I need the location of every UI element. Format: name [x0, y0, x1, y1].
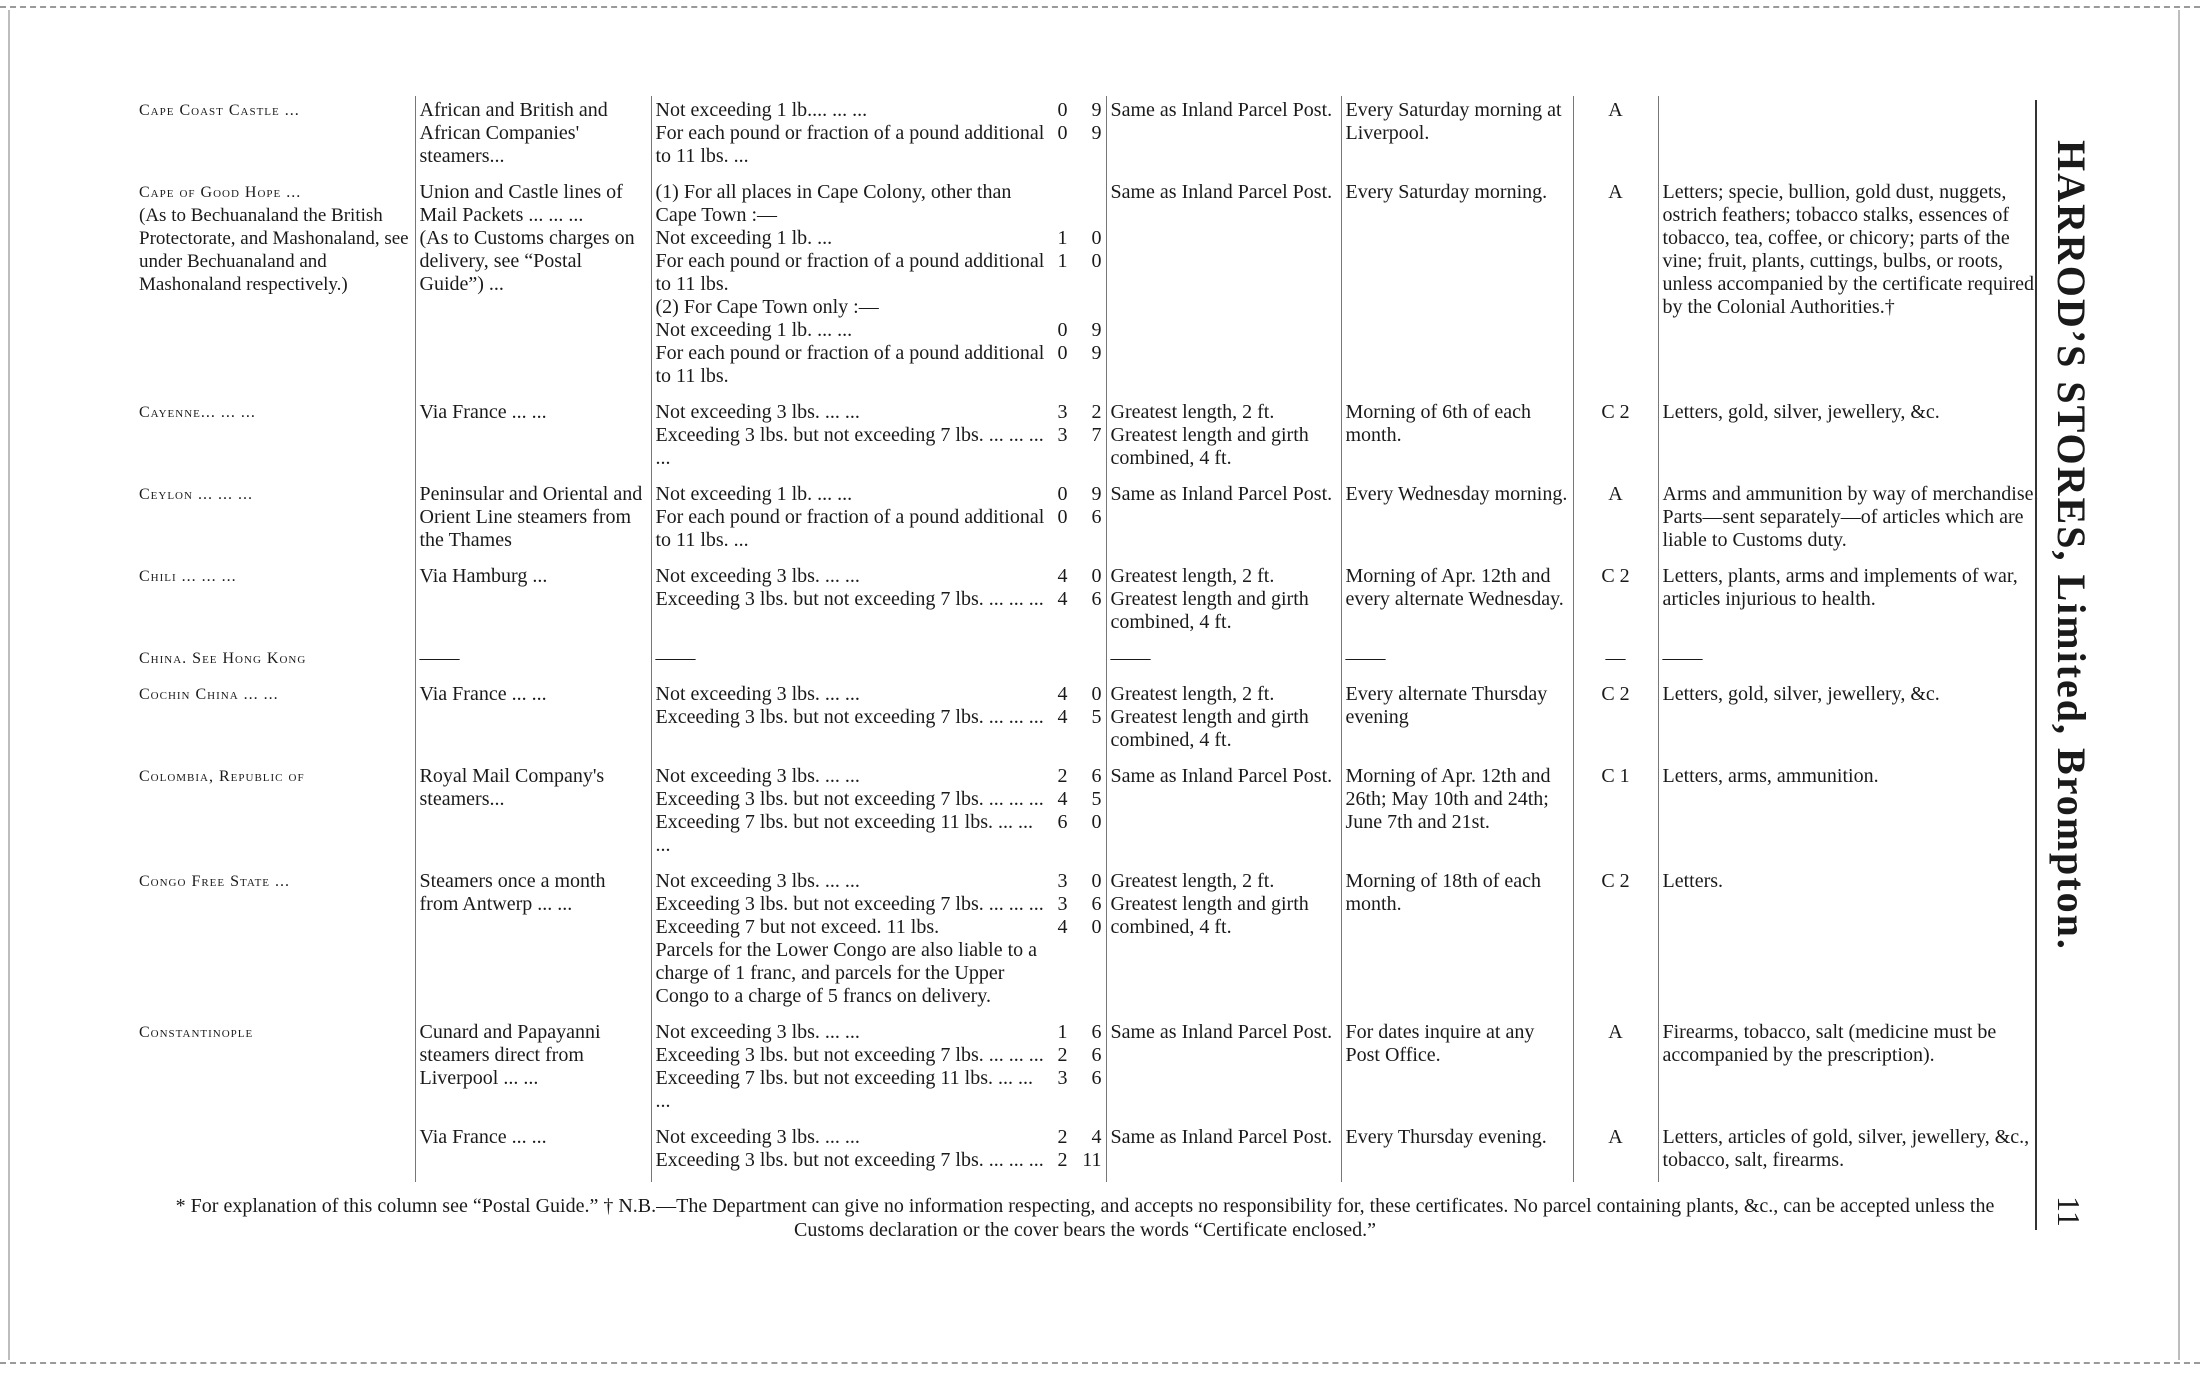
side-title: HARROD’S STORES, Limited, Brompton. — [2049, 140, 2094, 951]
rate-pence: 6 — [1091, 765, 1102, 787]
rate-shillings: 1 — [1057, 227, 1068, 249]
rate-pence: 9 — [1091, 483, 1102, 505]
route-cell — [415, 1018, 651, 1123]
reference-cell: — — [1573, 644, 1658, 680]
rate-description: —— — [655, 647, 696, 669]
rate-line — [656, 1021, 1102, 1044]
limits-cell: Same as Inland Parcel Post. — [1106, 1018, 1341, 1123]
route-text: Peninsular and Oriental and Orient Line steamers from the Thames — [419, 483, 643, 551]
prohibited-cell — [1658, 96, 2045, 178]
prohibited-cell: Letters, plants, arms and implements of war, articles injurious to health. — [1662, 565, 2018, 610]
limits-cell: Same as Inland Parcel Post. — [1106, 178, 1341, 398]
route-note: (As to Customs charges on delivery, see “Postal Guide”) ... — [419, 227, 635, 295]
rate-shillings: 4 — [1057, 788, 1068, 810]
rate-line — [656, 1126, 1102, 1149]
despatch-cell: Every Wednesday morning. — [1341, 480, 1573, 562]
limits-cell: Greatest length, 2 ft. Greatest length and girth combined, 4 ft. — [1106, 867, 1341, 1018]
rate-shillings: 0 — [1057, 122, 1068, 144]
rate-description: Exceeding 7 lbs. but not exceeding 11 lbs. ... ... ... — [655, 811, 1034, 856]
rate-line — [656, 916, 1102, 939]
place-cell — [135, 562, 415, 644]
rates-cell — [651, 1123, 1106, 1182]
rate-pence: 9 — [1091, 99, 1102, 121]
rate-line — [656, 424, 1102, 470]
limits-cell: Same as Inland Parcel Post. — [1106, 96, 1341, 178]
rate-shillings: 2 — [1057, 1149, 1068, 1171]
reference-cell: C 2 — [1573, 562, 1658, 644]
rate-description: Exceeding 3 lbs. but not exceeding 7 lbs. ... ... ... — [655, 706, 1044, 728]
route-text: Steamers once a month from Antwerp ... ... — [419, 870, 606, 915]
rate-shillings: 0 — [1057, 99, 1068, 121]
rate-description: Not exceeding 1 lb.... ... ... — [655, 99, 868, 121]
prohibited-cell: Letters, gold, silver, jewellery, &c. — [1662, 401, 1940, 423]
place-cell — [135, 867, 415, 1018]
route-text: —— — [419, 647, 460, 669]
rate-pence: 9 — [1091, 342, 1102, 364]
rate-shillings: 4 — [1057, 706, 1068, 728]
rate-pence: 6 — [1091, 1021, 1102, 1043]
despatch-cell: Morning of 6th of each month. — [1341, 398, 1573, 480]
despatch-cell: Every Saturday morning at Liverpool. — [1341, 96, 1573, 178]
rate-shillings: 0 — [1057, 319, 1068, 341]
rate-description: Not exceeding 1 lb. ... — [655, 227, 833, 249]
rate-line — [656, 706, 1102, 729]
reference-cell: C 1 — [1573, 762, 1658, 867]
prohibited-cell: Letters; specie, bullion, gold dust, nuggets, ostrich feathers; tobacco stalks, essences of tobacco, tea, coffee, or chicory; parts of the vine; fruit, plants, cuttings, bulbs, or roots, unless accompanied by the certificate required by the Colonial Authorities.† — [1662, 181, 2034, 318]
route-text: Cunard and Papayanni steamers direct from Liverpool ... ... — [419, 1021, 601, 1089]
rate-description: Exceeding 3 lbs. but not exceeding 7 lbs. ... ... ... ... — [655, 424, 1044, 469]
rate-pence: 0 — [1091, 565, 1102, 587]
prohibited-cell: Arms and ammunition by way of merchandise. Parts—sent separately—of articles which are liable to Customs duty. — [1662, 483, 2039, 551]
rate-pence: 6 — [1091, 1044, 1102, 1066]
rate-shillings: 2 — [1057, 1126, 1068, 1148]
rate-description: Not exceeding 1 lb. ... ... — [655, 319, 853, 341]
despatch-cell: —— — [1341, 644, 1573, 680]
rate-line — [656, 565, 1102, 588]
table-row — [135, 178, 2045, 398]
rate-line — [656, 811, 1102, 857]
footnote: * For explanation of this column see “Postal Guide.” † N.B.—The Department can give no information respecting, and accepts no responsibility for, these certificates. No parcel containing plants, &c., can be accepted unless the Customs declaration or the cover bears the words “Certificate enclosed.” — [175, 1195, 1995, 1241]
rate-description: Not exceeding 1 lb. ... ... — [655, 483, 853, 505]
rate-shillings: 0 — [1057, 506, 1068, 528]
rate-shillings: 0 — [1057, 342, 1068, 364]
rate-shillings: 4 — [1057, 916, 1068, 938]
rate-line — [656, 588, 1102, 611]
prohibited-cell: Letters, articles of gold, silver, jewellery, &c., tobacco, salt, firearms. — [1662, 1126, 2030, 1171]
rates-cell — [651, 1018, 1106, 1123]
rate-description: Exceeding 3 lbs. but not exceeding 7 lbs. ... ... ... — [655, 1044, 1044, 1066]
rate-pence: 2 — [1091, 401, 1102, 423]
rate-pence: 4 — [1091, 1126, 1102, 1148]
limits-cell: Same as Inland Parcel Post. — [1106, 762, 1341, 867]
rates-cell — [651, 480, 1106, 562]
place-name: Congo Free State ... — [139, 873, 291, 890]
despatch-cell: Morning of 18th of each month. — [1341, 867, 1573, 1018]
rate-description: Exceeding 3 lbs. but not exceeding 7 lbs. ... ... ... — [655, 1149, 1044, 1171]
reference-cell: A — [1573, 96, 1658, 178]
reference-cell: A — [1573, 1123, 1658, 1182]
rate-line — [656, 647, 1102, 670]
rate-pence: 6 — [1091, 588, 1102, 610]
route-text: Via France ... ... — [419, 1126, 547, 1148]
table-row — [135, 680, 2045, 762]
page-top-rule — [0, 6, 2200, 8]
rate-pence: 6 — [1091, 506, 1102, 528]
route-text: African and British and African Companies' steamers... — [419, 99, 608, 167]
prohibited-cell: Letters. — [1662, 870, 1724, 892]
rate-line — [656, 506, 1102, 552]
rate-shillings: 4 — [1057, 565, 1068, 587]
rate-shillings — [1046, 939, 1068, 1008]
rate-pence: 5 — [1091, 706, 1102, 728]
place-cell — [135, 1018, 415, 1123]
rate-shillings: 6 — [1057, 811, 1068, 833]
rate-shillings: 2 — [1057, 1044, 1068, 1066]
rate-line — [656, 788, 1102, 811]
rate-shillings — [1046, 647, 1068, 670]
limits-cell: Greatest length, 2 ft. Greatest length and girth combined, 4 ft. — [1106, 680, 1341, 762]
rate-line — [656, 99, 1102, 122]
rate-pence: 6 — [1091, 893, 1102, 915]
rate-description: Not exceeding 3 lbs. ... ... — [655, 565, 860, 587]
route-cell — [415, 96, 651, 178]
rate-description: For each pound or fraction of a pound additional to 11 lbs. — [655, 342, 1045, 387]
rate-line — [656, 1149, 1102, 1172]
rate-description: Not exceeding 3 lbs. ... ... — [655, 765, 860, 787]
place-cell — [135, 96, 415, 178]
page-left-edge — [8, 10, 10, 1360]
rate-shillings: 4 — [1057, 588, 1068, 610]
prohibited-cell: Letters, arms, ammunition. — [1662, 765, 1879, 787]
rate-pence: 5 — [1091, 788, 1102, 810]
rate-shillings: 3 — [1057, 870, 1068, 892]
rate-pence: 6 — [1091, 1067, 1102, 1089]
rate-line — [656, 342, 1102, 388]
rate-shillings: 0 — [1057, 483, 1068, 505]
place-name: Cochin China ... ... — [139, 686, 279, 703]
rate-line — [656, 939, 1102, 1008]
rate-description: Not exceeding 3 lbs. ... ... — [655, 401, 860, 423]
place-cell — [135, 1123, 415, 1182]
rates-cell — [651, 644, 1106, 680]
rate-pence: 11 — [1082, 1149, 1102, 1171]
rate-line — [656, 870, 1102, 893]
route-text: Via France ... ... — [419, 401, 547, 423]
place-note: (As to Bechuanaland the British Protectorate, and Mashonaland, see under Bechuanaland and Mashonaland respectively.) — [139, 205, 409, 295]
reference-cell: A — [1573, 480, 1658, 562]
rate-description: For each pound or fraction of a pound additional to 11 lbs. — [655, 250, 1045, 295]
table-row — [135, 562, 2045, 644]
reference-cell: C 2 — [1573, 867, 1658, 1018]
prohibited-cell: Firearms, tobacco, salt (medicine must be accompanied by the prescription). — [1662, 1021, 1997, 1066]
place-name: Cape of Good Hope ... — [139, 184, 302, 201]
rate-shillings: 2 — [1057, 765, 1068, 787]
rates-cell — [651, 867, 1106, 1018]
rate-description: (2) For Cape Town only :— — [655, 296, 879, 318]
route-text: Union and Castle lines of Mail Packets ... ... ... — [419, 181, 623, 226]
place-name: Colombia, Republic of — [139, 768, 305, 785]
rate-description: Exceeding 3 lbs. but not exceeding 7 lbs. ... ... ... — [655, 788, 1044, 810]
rate-line — [656, 296, 1102, 319]
rate-line — [656, 227, 1102, 250]
rate-line — [656, 1044, 1102, 1067]
route-cell — [415, 867, 651, 1018]
rate-pence: 9 — [1091, 122, 1102, 144]
rate-description: (1) For all places in Cape Colony, other than Cape Town :— — [655, 181, 1012, 226]
rate-pence: 0 — [1091, 870, 1102, 892]
rate-pence: 0 — [1091, 250, 1102, 272]
page-right-edge — [2178, 10, 2180, 1360]
rate-description: For each pound or fraction of a pound additional to 11 lbs. ... — [655, 506, 1045, 551]
route-cell — [415, 398, 651, 480]
rate-shillings: 3 — [1057, 1067, 1068, 1089]
rates-cell — [651, 762, 1106, 867]
route-cell — [415, 178, 651, 398]
despatch-cell: Every Thursday evening. — [1341, 1123, 1573, 1182]
limits-cell: Greatest length, 2 ft. Greatest length and girth combined, 4 ft. — [1106, 398, 1341, 480]
limits-cell: Same as Inland Parcel Post. — [1106, 480, 1341, 562]
rate-description: For each pound or fraction of a pound additional to 11 lbs. ... — [655, 122, 1045, 167]
rate-pence: 0 — [1091, 227, 1102, 249]
route-cell — [415, 562, 651, 644]
table-row — [135, 398, 2045, 480]
place-name: China. See Hong Kong — [139, 650, 307, 667]
rate-line — [656, 483, 1102, 506]
table-row — [135, 867, 2045, 1018]
rate-shillings: 3 — [1057, 893, 1068, 915]
place-name: Ceylon ... ... ... — [139, 486, 253, 503]
parcel-post-rates-table — [135, 96, 2045, 1182]
rate-description: Not exceeding 3 lbs. ... ... — [655, 1126, 860, 1148]
rate-line — [656, 1067, 1102, 1113]
rate-shillings: 1 — [1057, 250, 1068, 272]
rate-pence — [1068, 939, 1102, 1008]
rate-line — [656, 181, 1102, 227]
rate-shillings: 1 — [1057, 1021, 1068, 1043]
rates-cell — [651, 562, 1106, 644]
table-row — [135, 96, 2045, 178]
limits-cell: Same as Inland Parcel Post. — [1106, 1123, 1341, 1182]
rates-cell — [651, 398, 1106, 480]
place-name: Chili ... ... ... — [139, 568, 237, 585]
despatch-cell: Every Saturday morning. — [1341, 178, 1573, 398]
place-cell — [135, 178, 415, 398]
limits-cell: Greatest length, 2 ft. Greatest length and girth combined, 4 ft. — [1106, 562, 1341, 644]
rate-pence — [1068, 296, 1102, 319]
route-text: Royal Mail Company's steamers... — [419, 765, 605, 810]
table-row — [135, 1018, 2045, 1123]
place-cell — [135, 762, 415, 867]
route-cell — [415, 762, 651, 867]
despatch-cell: For dates inquire at any Post Office. — [1341, 1018, 1573, 1123]
rate-line — [656, 893, 1102, 916]
rate-shillings: 3 — [1057, 401, 1068, 423]
rate-pence: 0 — [1091, 916, 1102, 938]
place-name: Cape Coast Castle ... — [139, 102, 300, 119]
rates-cell — [651, 178, 1106, 398]
place-cell — [135, 398, 415, 480]
page-number: 11 — [2051, 1196, 2087, 1227]
route-text: Via Hamburg ... — [419, 565, 548, 587]
route-cell — [415, 644, 651, 680]
rates-cell — [651, 96, 1106, 178]
reference-cell: A — [1573, 1018, 1658, 1123]
rate-description: Not exceeding 3 lbs. ... ... — [655, 683, 860, 705]
table-row — [135, 480, 2045, 562]
rate-description: Exceeding 3 lbs. but not exceeding 7 lbs. ... ... ... — [655, 893, 1044, 915]
place-cell — [135, 480, 415, 562]
place-name: Cayenne... ... ... — [139, 404, 256, 421]
rate-shillings: 4 — [1057, 683, 1068, 705]
rate-line — [656, 319, 1102, 342]
rate-pence — [1068, 647, 1102, 670]
rate-shillings — [1046, 181, 1068, 227]
rate-pence: 9 — [1091, 319, 1102, 341]
reference-cell: A — [1573, 178, 1658, 398]
reference-cell: C 2 — [1573, 680, 1658, 762]
despatch-cell: Every alternate Thursday evening — [1341, 680, 1573, 762]
rate-description: Exceeding 3 lbs. but not exceeding 7 lbs. ... ... ... — [655, 588, 1044, 610]
table-row — [135, 1123, 2045, 1182]
limits-cell: —— — [1106, 644, 1341, 680]
route-text: Via France ... ... — [419, 683, 547, 705]
rate-shillings — [1046, 296, 1068, 319]
place-cell — [135, 680, 415, 762]
page-bottom-rule — [0, 1362, 2200, 1364]
route-cell — [415, 680, 651, 762]
rate-line — [656, 683, 1102, 706]
rate-line — [656, 765, 1102, 788]
place-cell — [135, 644, 415, 680]
rate-description: Exceeding 7 lbs. but not exceeding 11 lbs. ... ... ... — [655, 1067, 1034, 1112]
despatch-cell: Morning of Apr. 12th and every alternate Wednesday. — [1341, 562, 1573, 644]
rate-pence: 0 — [1091, 811, 1102, 833]
table-row — [135, 762, 2045, 867]
despatch-cell: Morning of Apr. 12th and 26th; May 10th and 24th; June 7th and 21st. — [1341, 762, 1573, 867]
rate-pence — [1068, 181, 1102, 227]
rate-line — [656, 122, 1102, 168]
rate-line — [656, 250, 1102, 296]
reference-cell: C 2 — [1573, 398, 1658, 480]
rate-description: Exceeding 7 but not exceed. 11 lbs. — [655, 916, 940, 938]
prohibited-cell: —— — [1662, 647, 1703, 669]
prohibited-cell: Letters, gold, silver, jewellery, &c. — [1662, 683, 1940, 705]
rate-description: Not exceeding 3 lbs. ... ... — [655, 870, 860, 892]
rate-shillings: 3 — [1057, 424, 1068, 446]
rate-description: Parcels for the Lower Congo are also liable to a charge of 1 franc, and parcels for the Upper Congo to a charge of 5 francs on delivery. — [655, 939, 1038, 1007]
route-cell — [415, 1123, 651, 1182]
rate-pence: 7 — [1091, 424, 1102, 446]
rate-pence: 0 — [1091, 683, 1102, 705]
table-row — [135, 644, 2045, 680]
place-name: Constantinople — [139, 1024, 254, 1041]
rates-cell — [651, 680, 1106, 762]
rate-description: Not exceeding 3 lbs. ... ... — [655, 1021, 860, 1043]
rate-line — [656, 401, 1102, 424]
route-cell — [415, 480, 651, 562]
